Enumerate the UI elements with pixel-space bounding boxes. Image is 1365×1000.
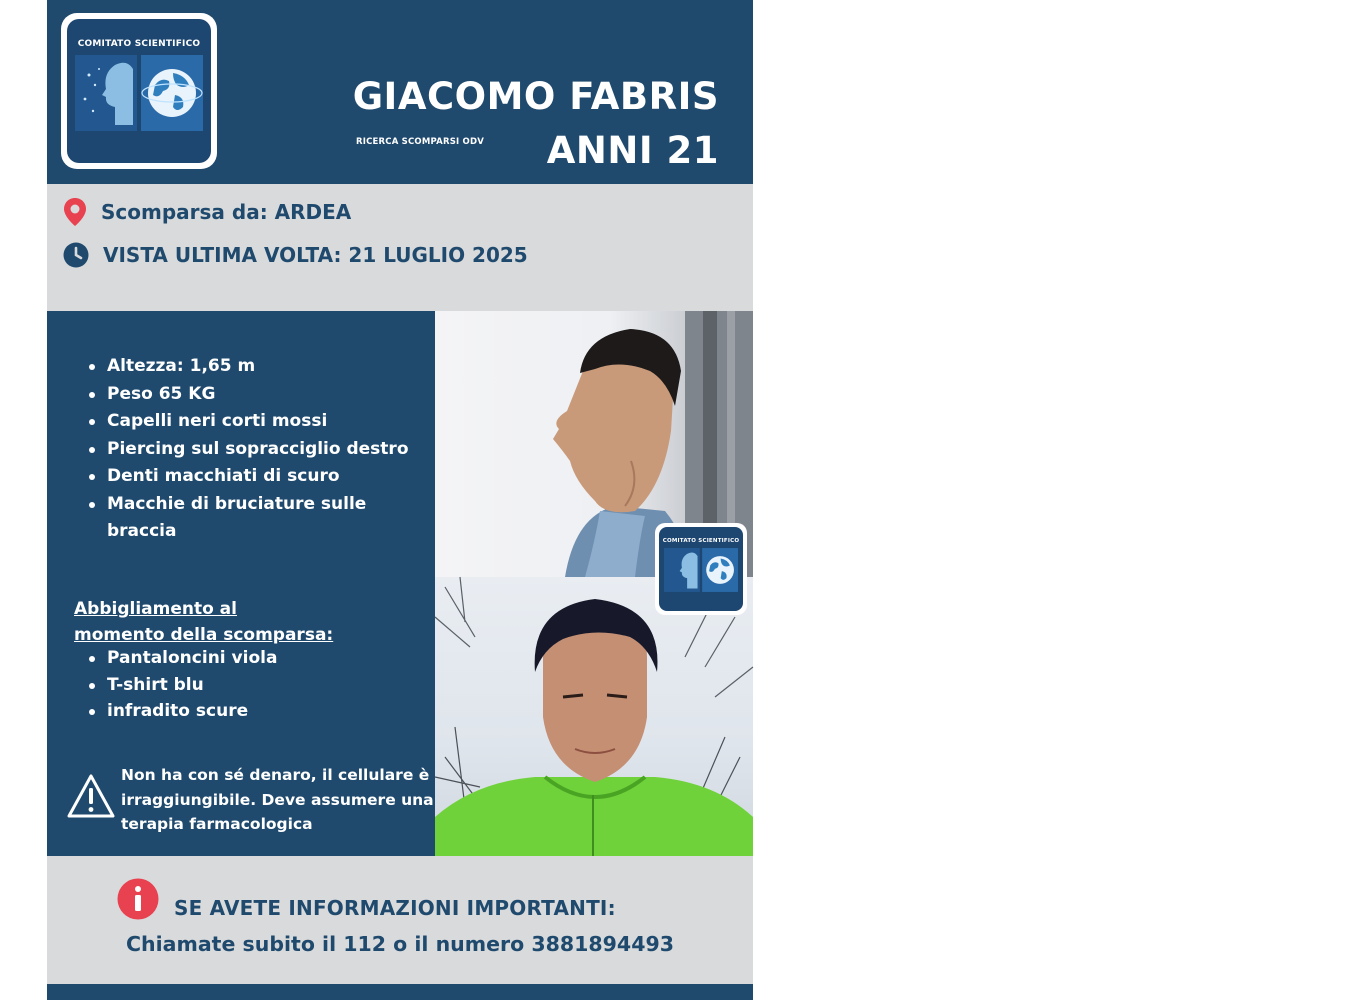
- missing-person-poster: [47, 0, 1052, 1000]
- clothing-heading-line1: Abbigliamento al: [74, 599, 237, 619]
- contact-phone-text: Chiamate subito il 112 o il numero 3881894493: [125, 932, 674, 956]
- clock-icon: [63, 242, 89, 268]
- list-item: Macchie di bruciature sulle braccia: [83, 491, 413, 546]
- poster-header: [47, 0, 753, 184]
- page-title: [353, 70, 719, 178]
- clothing-list: [83, 645, 277, 725]
- location-row: [63, 197, 351, 227]
- logo-top-text: COMITATO SCIENTIFICO: [662, 538, 740, 544]
- location-pin-icon: [63, 197, 87, 227]
- last-seen-text: VISTA ULTIMA VOLTA: 21 LUGLIO 2025: [103, 243, 528, 267]
- location-text: Scomparsa da: ARDEA: [101, 200, 352, 224]
- clothing-heading: [74, 596, 333, 648]
- description-section: [47, 311, 753, 856]
- clothing-heading-line2: momento della scomparsa:: [74, 625, 334, 645]
- warning-icon: [67, 773, 115, 819]
- list-item: Pantaloncini viola: [83, 645, 277, 672]
- list-item: Capelli neri corti mossi: [83, 408, 413, 436]
- logo-top-text: COMITATO SCIENTIFICO: [77, 39, 201, 49]
- organization-logo-small: [655, 523, 1052, 615]
- last-seen-row: [63, 240, 528, 270]
- person-name: GIACOMO FABRIS: [352, 75, 719, 118]
- list-item: Peso 65 KG: [83, 381, 413, 409]
- head-globe-logo-icon: [75, 55, 203, 131]
- list-item: T-shirt blu: [83, 672, 277, 699]
- info-icon: [117, 878, 159, 920]
- logo-bottom-text: RICERCA SCOMPARSI ODV: [356, 137, 484, 147]
- contact-heading: SE AVETE INFORMAZIONI IMPORTANTI:: [174, 896, 616, 920]
- logo-bottom-text: RICERCA SCOMPARSI ODV: [972, 597, 1052, 603]
- list-item: Denti macchiati di scuro: [83, 463, 413, 491]
- physical-features-list: [83, 353, 413, 546]
- organization-logo: [61, 13, 484, 169]
- person-age: ANNI 21: [546, 129, 719, 172]
- footer-strip: [47, 984, 753, 1000]
- list-item: Altezza: 1,65 m: [83, 353, 413, 381]
- warning-text: Non ha con sé denaro, il cellulare è irraggiungibile. Deve assumere una terapia farmacologica: [121, 766, 434, 833]
- contact-section: [47, 856, 753, 984]
- info-band: [47, 184, 753, 311]
- head-globe-logo-icon: [664, 547, 738, 593]
- list-item: infradito scure: [83, 698, 277, 725]
- list-item: Piercing sul sopracciglio destro: [83, 436, 413, 464]
